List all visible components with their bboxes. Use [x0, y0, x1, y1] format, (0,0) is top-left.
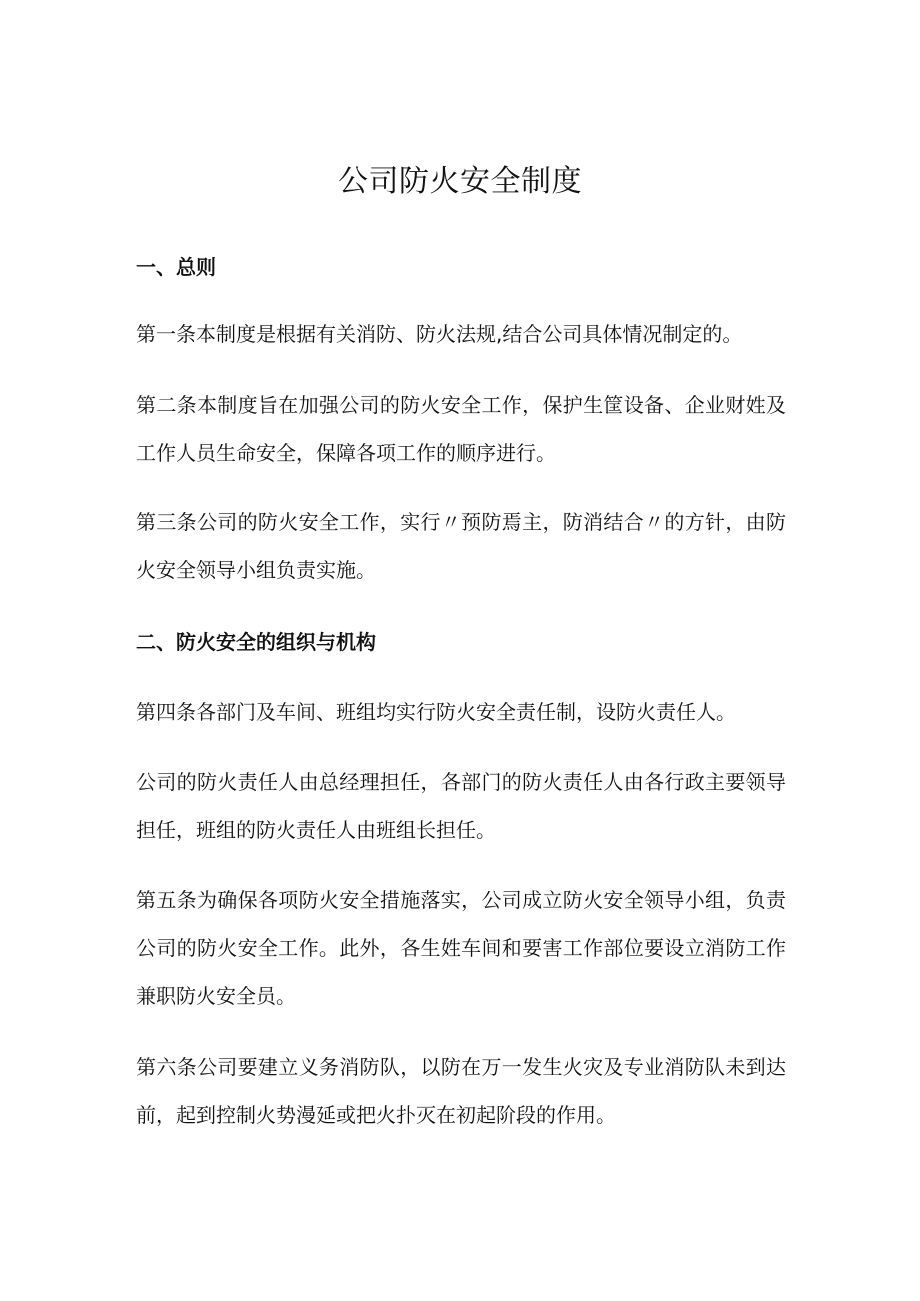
paragraph-article-6: 第六条公司要建立义务消防队，以防在万一发生火灾及专业消防队未到达前，起到控制火势漫延或把火扑灭在初起阶段的作用。: [136, 1055, 786, 1127]
paragraph-article-2: 第二条本制度旨在加强公司的防火安全工作，保护生筐设备、企业财姓及工作人员生命安全，保障各项工作的顺序进行。: [136, 393, 786, 465]
section-heading-organization: 二、防火安全的组织与机构: [136, 630, 376, 654]
document-title: 公司防火安全制度: [338, 164, 582, 199]
paragraph-article-3: 第三条公司的防火安全工作，实行〃预防焉主，防消结合〃的方针，由防火安全领导小组负责实施。: [136, 510, 786, 582]
paragraph-article-4: 第四条各部门及车间、班组均实行防火安全责任制，设防火责任人。: [136, 700, 736, 724]
paragraph-article-5: 第五条为确保各项防火安全措施落实，公司成立防火安全领导小组，负责公司的防火安全工作。此外，各生姓车间和要害工作部位要设立消防工作兼职防火安全员。: [136, 888, 786, 1008]
paragraph-responsibility: 公司的防火责任人由总经理担任，各部门的防火责任人由各行政主要领导担任，班组的防火责任人由班组长担任。: [136, 770, 786, 842]
paragraph-article-1: 第一条本制度是根据有关消防、防火法规,结合公司具体情况制定的。: [136, 322, 743, 346]
section-heading-general: 一、总则: [136, 255, 216, 279]
